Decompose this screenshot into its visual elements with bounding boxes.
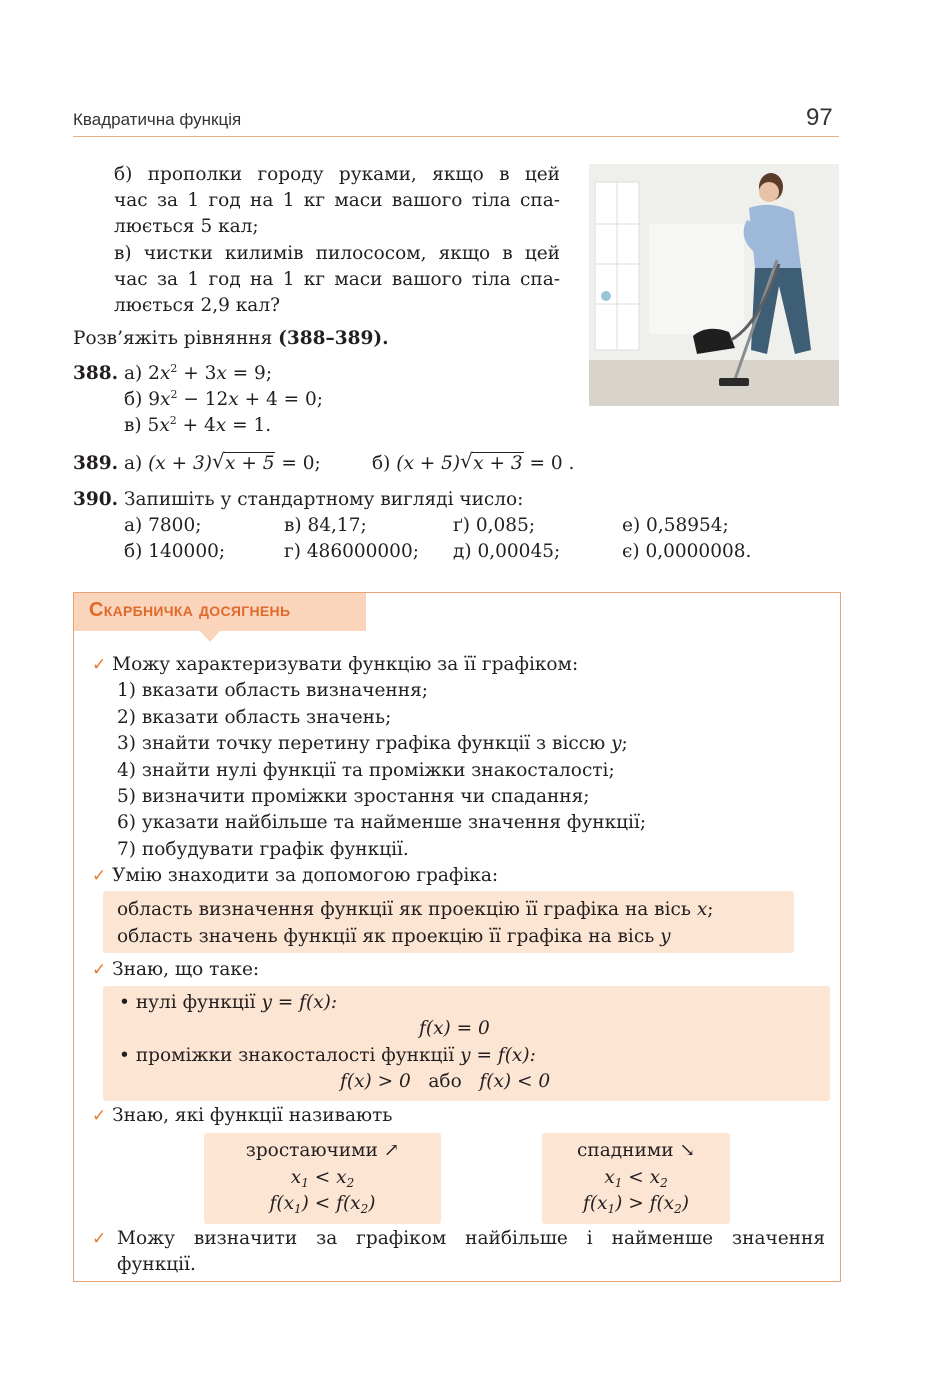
skill-item: 2) вказати область значень;: [117, 707, 392, 728]
intro-v-line-3: люється 2,9 кал?: [114, 295, 281, 316]
increasing-title: зростаючими ↗: [245, 1140, 400, 1161]
check-item-characterize: ✓ Можу характеризувати функцію за її графіком:: [92, 654, 579, 675]
check-item-max-min-line-1: Можу визначити за графіком найбільше і найменше значення: [117, 1228, 825, 1249]
exercise-390-item: г) 486000000;: [284, 541, 419, 562]
sign-equations: f(x) > 0 або f(x) < 0: [340, 1071, 551, 1092]
increasing-panel: [204, 1133, 441, 1224]
intro-v-line-2: час за 1 год на 1 кг маси вашого тіла спа-: [114, 269, 560, 290]
exercise-390-item: в) 84,17;: [284, 515, 367, 536]
running-header: Квадратична функція: [73, 110, 242, 129]
vacuum-cleaning-illustration: [589, 164, 839, 406]
skill-item: 6) указати найбільше та найменше значення функції;: [117, 812, 647, 833]
increasing-condition-x: $x_1 < x_2$: [290, 1167, 355, 1190]
exercise-390-prompt: 390. Запишіть у стандартному вигляді число:: [73, 489, 524, 510]
check-item-max-min-line-2: функції.: [117, 1254, 196, 1275]
skill-item: 1) вказати область визначення;: [117, 680, 428, 701]
exercise-389-a: 389. а) (x + 3) √ x + 5 = 0;: [73, 449, 321, 474]
decreasing-condition-x: $x_1 < x_2$: [604, 1167, 668, 1190]
check-icon: ✓: [92, 655, 107, 675]
check-item-graph: ✓ Умію знаходити за допомогою графіка:: [92, 865, 499, 886]
exercise-390-item: є) 0,0000008.: [622, 541, 752, 562]
vacuum-cleaning-photo: [589, 164, 839, 406]
check-item-monotonic: ✓ Знаю, які функції називають: [92, 1105, 393, 1126]
increasing-condition-f: $f(x_1) < f(x_2)$: [269, 1193, 376, 1216]
bullet: •: [119, 992, 130, 1013]
zeros-definition: • нулі функції y = f(x):: [119, 992, 338, 1013]
exercise-389-b: б) (x + 5) √ x + 3 = 0 .: [372, 449, 575, 474]
header-rule: [73, 136, 839, 137]
intro-b-line-1: б) прополки городу руками, якщо в цей: [114, 164, 560, 185]
skill-item: 3) знайти точку перетину графіка функції з віссю y;: [117, 733, 628, 754]
skill-item: 7) побудувати графік функції.: [117, 839, 409, 860]
exercise-390-item: ґ) 0,085;: [453, 515, 536, 536]
exercise-388-v: в) $5x^2 + 4x = 1$.: [124, 414, 272, 436]
exercise-390-item: д) 0,00045;: [453, 541, 561, 562]
skill-item: 4) знайти нулі функції та проміжки знакосталості;: [117, 760, 615, 781]
projection-domain: область визначення функції як проекцію її графіка на вісь x;: [117, 899, 714, 920]
decreasing-condition-f: $f(x_1) > f(x_2)$: [583, 1193, 689, 1216]
projection-range: область значень функції як проекцію її графіка на вісь y: [117, 926, 671, 947]
check-icon: ✓: [92, 1229, 107, 1249]
sign-definition: • проміжки знакосталості функції y = f(x):: [119, 1045, 536, 1066]
zeros-equation: f(x) = 0: [419, 1018, 490, 1039]
intro-b-line-2: час за 1 год на 1 кг маси вашого тіла спа-: [114, 190, 560, 211]
bullet: •: [119, 1045, 130, 1066]
achievements-title: Скарбничка досягнень: [89, 599, 291, 621]
intro-b-line-3: люється 5 кал;: [114, 216, 259, 237]
arrow-up-right-icon: ↗: [383, 1140, 400, 1161]
decreasing-panel: [542, 1133, 730, 1224]
check-icon: ✓: [92, 866, 107, 886]
check-icon: ✓: [92, 1106, 107, 1126]
arrow-down-right-icon: ↘: [679, 1140, 695, 1161]
exercise-390-item: б) 140000;: [124, 541, 226, 562]
solve-instruction: Розв’яжіть рівняння (388–389).: [73, 328, 389, 349]
check-icon: ✓: [92, 960, 107, 980]
title-tab-notch: [200, 631, 220, 642]
page-number: 97: [806, 104, 833, 131]
exercise-388-a: 388. а) $2x^2 + 3x = 9$;: [73, 362, 273, 384]
decreasing-title: спадними ↘: [577, 1140, 695, 1161]
exercise-390-item: а) 7800;: [124, 515, 202, 536]
check-icon-max-min: [92, 1226, 106, 1252]
intro-v-line-1: в) чистки килимів пилососом, якщо в цей: [114, 243, 560, 264]
check-item-know: ✓ Знаю, що таке:: [92, 959, 260, 980]
exercise-390-item: е) 0,58954;: [622, 515, 729, 536]
skill-item: 5) визначити проміжки зростання чи спадання;: [117, 786, 590, 807]
exercise-388-b: б) $9x^2 - 12x + 4 = 0$;: [124, 388, 324, 410]
